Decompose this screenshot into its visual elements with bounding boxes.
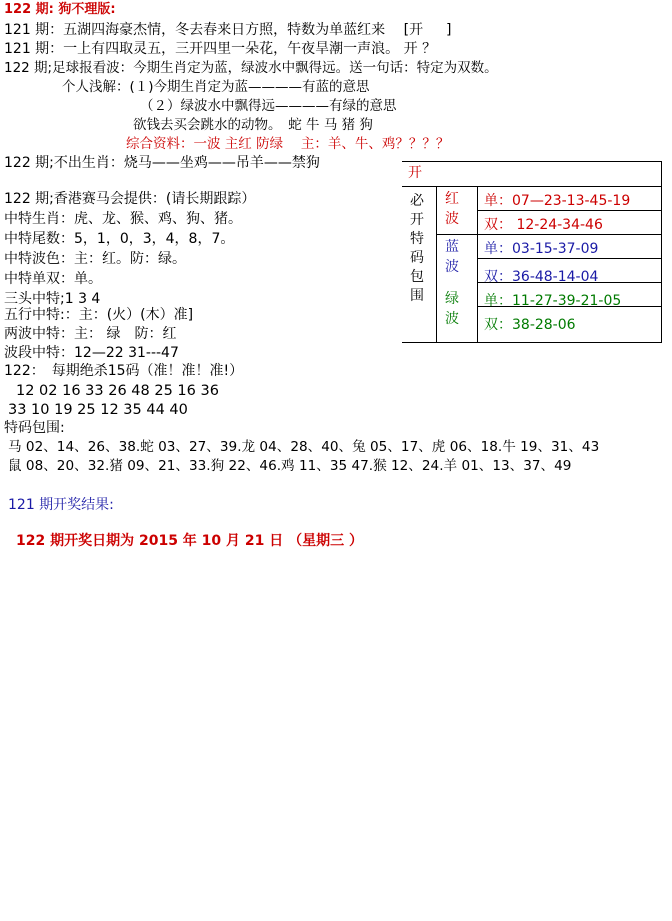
hk-line-4: 中特波色：主：红。防：绿。 [4, 251, 186, 267]
table-row-green-single: 单：11-27-39-21-05 [484, 293, 622, 309]
green-wave-label-1: 绿 [445, 291, 459, 307]
side-char-4: 码 [410, 250, 424, 266]
table-row-blue-single: 单：03-15-37-09 [484, 241, 599, 257]
kill-row-1: 12 02 16 33 26 48 25 16 36 [16, 383, 219, 399]
kill-row-2: 33 10 19 25 12 35 44 40 [8, 402, 188, 418]
personal-item-2: （２）绿波水中飘得远————有绿的意思 [140, 98, 397, 114]
summary-line: 综合资料：一波 主红 防绿 主：羊、牛、鸡？？？？ [126, 136, 450, 152]
hk-line-6: 三头中特;1 3 4 [4, 291, 101, 307]
blue-row-divider [477, 258, 661, 259]
personal-intro: 个人浅解：(１)今期生肖定为蓝————有蓝的意思 [62, 79, 370, 95]
package-row-1: 马 02、14、26、38.蛇 03、27、39.龙 04、28、40、兔 05、17、虎 06、18.牛 19、31、43 [8, 439, 600, 455]
side-char-3: 特 [410, 231, 424, 247]
poem-line-1: 121 期：五湖四海豪杰情，冬去春来日方照，特数为单蓝红来 [开 ] [4, 22, 452, 38]
package-row-2: 鼠 08、20、32.猪 09、21、33.狗 22、46.鸡 11、35 47.猴 12、24.羊 01、13、37、49 [8, 458, 572, 474]
red-row-divider [477, 210, 661, 211]
green-wave-label-2: 波 [445, 311, 459, 327]
table-col-divider-1 [436, 186, 437, 342]
side-char-1: 必 [410, 193, 424, 209]
hk-line-3: 中特尾数：5，1，0，3，4，8，7。 [4, 231, 235, 247]
hk-line-10: 122： 每期绝杀15码（准！准！准!） [4, 363, 244, 379]
package-label: 特码包围: [4, 420, 65, 436]
hk-line-1: 122 期;香港赛马会提供：(请长期跟踪） [4, 191, 256, 207]
hk-line-8: 两波中特：主： 绿 防：红 [4, 326, 177, 342]
side-char-5: 包 [410, 269, 424, 285]
special-number-table [402, 161, 662, 343]
hk-line-9: 波段中特：12—22 31---47 [4, 345, 179, 361]
blue-wave-label-2: 波 [445, 259, 459, 275]
not-appear-line: 122 期;不出生肖：烧马——坐鸡——吊羊——禁狗 [4, 155, 320, 171]
red-blue-divider [436, 234, 661, 235]
title-line [4, 1, 116, 19]
blue-wave-label-1: 蓝 [445, 239, 459, 255]
personal-item-3: 欲钱去买会跳水的动物。 蛇 牛 马 猪 狗 [133, 117, 373, 133]
table-row-red-single: 单：07—23-13-45-19 [484, 193, 631, 209]
table-header: 开 [408, 165, 422, 181]
table-header-divider [402, 186, 661, 187]
side-char-2: 开 [410, 212, 424, 228]
poem-line-2: 121 期：一上有四取灵五，三开四里一朵花，午夜旱潮一声浪。 开 ？ [4, 41, 437, 57]
hk-line-5: 中特单双：单。 [4, 271, 102, 287]
football-line: 122 期;足球报看波：今期生肖定为蓝，绿波水中飘得远。送一句话：特定为双数。 [4, 60, 498, 76]
title-label: 狗不理版: [58, 2, 116, 17]
side-char-6: 围 [410, 288, 424, 304]
hk-line-2: 中特生肖：虎、龙、猴、鸡、狗、猪。 [4, 211, 242, 227]
red-wave-label-2: 波 [445, 211, 459, 227]
hk-line-7: 五行中特:：主：(火）(木）准] [4, 307, 194, 323]
table-row-green-double: 双：38-28-06 [484, 317, 576, 333]
red-wave-label-1: 红 [445, 191, 459, 207]
result-121: 121 期开奖结果: [8, 497, 114, 513]
table-row-blue-double: 双：36-48-14-04 [484, 269, 599, 285]
draw-date: 122 期开奖日期为 2015 年 10 月 21 日 （星期三 ） [16, 533, 364, 549]
table-row-red-double: 双： 12-24-34-46 [484, 217, 603, 233]
title-period: 122 期: [4, 2, 54, 17]
